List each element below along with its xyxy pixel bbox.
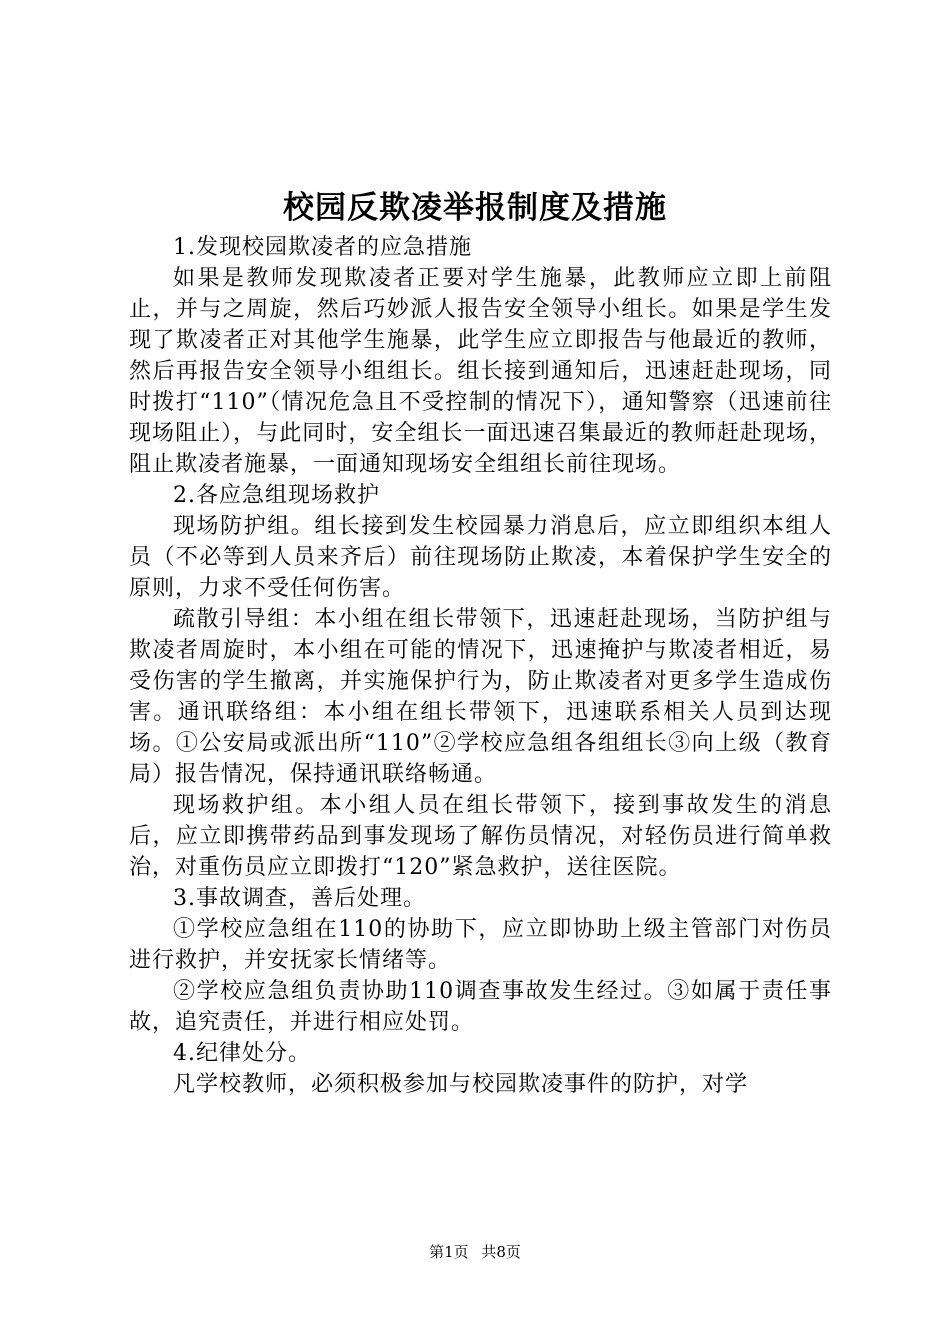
paragraph: ①学校应急组在110的协助下，应立即协助上级主管部门对伤员进行救护，并安抚家长情绪等。 [129, 917, 832, 973]
document-body [129, 232, 832, 1100]
paragraph: 疏散引导组：本小组在组长带领下，迅速赶赴现场，当防护组与欺凌者周旋时，本小组在可能的情况下，迅速掩护与欺凌者相近，易受伤害的学生撤离，并实施保护行为，防止欺凌者对更多学生造成伤害。通讯联络组：本小组在组长带领下，迅速联系相关人员到达现场。①公安局或派出所“110”②学校应急组各组组长③向上级（教育局）报告情况，保持通讯联络畅通。 [129, 607, 832, 787]
page-total: 共8页 [481, 1243, 521, 1261]
page-number: 第1页 [429, 1243, 469, 1261]
document-title: 校园反欺凌举报制度及措施 [283, 190, 667, 226]
paragraph: 现场防护组。组长接到发生校园暴力消息后，应立即组织本组人员（不必等到人员来齐后）前往现场防止欺凌，本着保护学生安全的原则，力求不受任何伤害。 [129, 514, 832, 601]
paragraph: 现场救护组。本小组人员在组长带领下，接到事故发生的消息后，应立即携带药品到事发现场了解伤员情况，对轻伤员进行简单救治，对重伤员应立即拨打“120”紧急救护，送往医院。 [129, 793, 832, 880]
section-heading: 2.各应急组现场救护 [173, 483, 380, 508]
page-footer [0, 1242, 950, 1262]
section-heading: 1.发现校园欺凌者的应急措施 [173, 235, 472, 260]
paragraph: 凡学校教师，必须积极参加与校园欺凌事件的防护，对学 [173, 1072, 749, 1097]
paragraph: ②学校应急组负责协助110调查事故发生经过。③如属于责任事故，追究责任，并进行相应处罚。 [129, 979, 832, 1035]
section-heading: 4.纪律处分。 [173, 1041, 311, 1066]
section-heading: 3.事故调查，善后处理。 [173, 886, 426, 911]
paragraph: 如果是教师发现欺凌者正要对学生施暴，此教师应立即上前阻止，并与之周旋，然后巧妙派人报告安全领导小组长。如果是学生发现了欺凌者正对其他学生施暴，此学生应立即报告与他最近的教师，然后再报告安全领导小组组长。组长接到通知后，迅速赶赴现场，同时拨打“110”（情况危急且不受控制的情况下），通知警察（迅速前往现场阻止），与此同时，安全组长一面迅速召集最近的教师赶赴现场，阻止欺凌者施暴，一面通知现场安全组组长前往现场。 [129, 266, 832, 477]
